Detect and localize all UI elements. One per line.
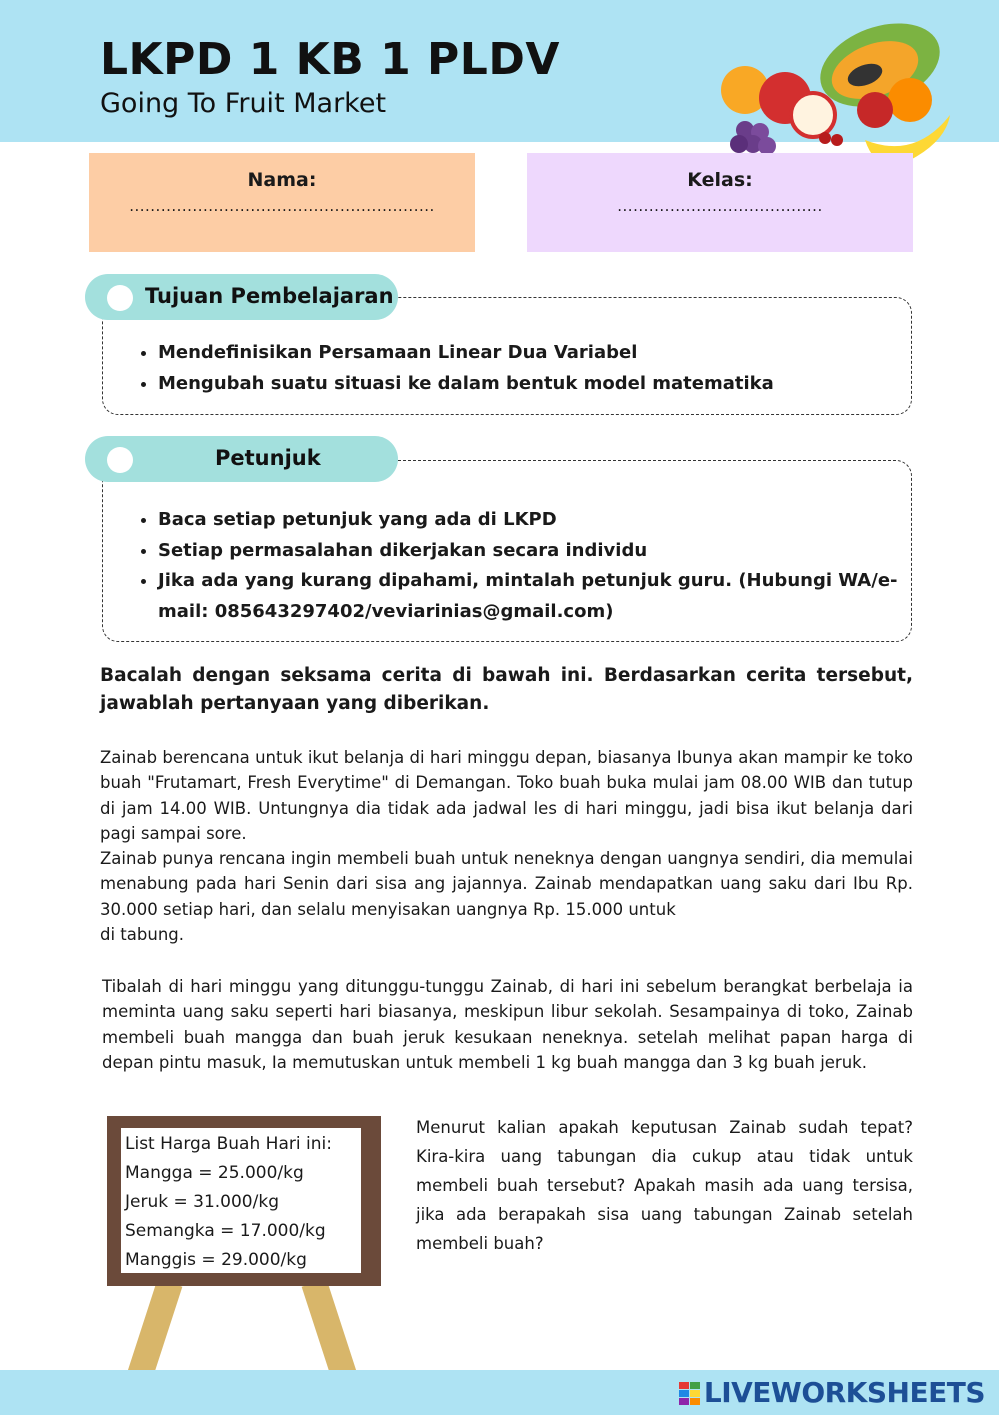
liveworksheets-logo-icon <box>679 1382 701 1406</box>
brand-link[interactable] <box>679 1376 985 1409</box>
tujuan-heading-pill <box>85 274 398 320</box>
price-item: Mangga = 25.000/kg <box>125 1163 304 1183</box>
reading-instruction: Bacalah dengan seksama cerita di bawah ini. Berdasarkan cerita tersebut, jawablah pertanyaan yang diberikan. <box>100 665 913 714</box>
orange-shape-2 <box>888 78 932 122</box>
story-block-2 <box>102 974 913 1075</box>
kelas-box <box>527 153 913 252</box>
petunjuk-panel <box>102 460 912 642</box>
tujuan-heading: Tujuan Pembelajaran <box>145 284 394 308</box>
story-paragraph: di tabung. <box>100 925 184 945</box>
cherry <box>819 132 831 144</box>
list-item: • Mendefinisikan Persamaan Linear Dua Variabel <box>158 338 911 369</box>
brand-text: LIVEWORKSHEETS <box>703 1376 985 1409</box>
petunjuk-heading-pill <box>85 436 398 482</box>
price-item: Manggis = 29.000/kg <box>125 1250 307 1270</box>
nama-label: Nama: <box>247 169 317 191</box>
price-list-title: List Harga Buah Hari ini: <box>125 1134 332 1154</box>
list-item: • Baca setiap petunjuk yang ada di LKPD <box>158 505 911 536</box>
story-paragraph: Zainab berencana untuk ikut belanja di hari minggu depan, biasanya Ibunya akan mampir ke toko buah "Frutamart, Fresh Everytime" di Demangan. Toko buah buka mulai jam 08.00 WIB dan tutup di jam 14.00 WIB. Untungnya dia tidak ada jadwal les di hari minggu, jadi bisa ikut belanja dari pagi sampai sore. <box>100 748 913 843</box>
story-block-1 <box>100 745 913 947</box>
page-title: LKPD 1 KB 1 PLDV <box>100 34 560 85</box>
price-item: Semangka = 17.000/kg <box>125 1221 326 1241</box>
bullet-circle-icon <box>107 447 133 473</box>
story-paragraph: Tibalah di hari minggu yang ditunggu-tunggu Zainab, di hari ini sebelum berangkat berbelaja ia meminta uang saku seperti hari biasanya, meskipun libur sekolah. Sesampainya di toko, Zainab membeli buah mangga dan buah jeruk kesukaan neneknya. setelah melihat papan harga di depan pintu masuk, Ia memutuskan untuk membeli 1 kg buah mangga dan 3 kg buah jeruk. <box>102 977 913 1072</box>
kelas-label: Kelas: <box>687 169 753 191</box>
petunjuk-heading: Petunjuk <box>215 446 321 470</box>
cherry <box>831 134 843 146</box>
list-item: • Jika ada yang kurang dipahami, mintalah petunjuk guru. (Hubungi WA/e-mail: 085643297402/veviarinias@gmail.com) <box>158 566 911 627</box>
list-item: • Mengubah suatu situasi ke dalam bentuk model matematika <box>158 369 911 400</box>
bullet-circle-icon <box>107 285 133 311</box>
price-item: Jeruk = 31.000/kg <box>125 1192 279 1212</box>
nama-field[interactable]: .......................................................... <box>129 197 435 215</box>
grape <box>730 135 748 153</box>
petunjuk-list <box>103 505 911 627</box>
price-board <box>107 1116 381 1286</box>
price-list <box>121 1128 361 1273</box>
nama-box <box>89 153 475 252</box>
list-item: • Setiap permasalahan dikerjakan secara individu <box>158 536 911 567</box>
page-subtitle: Going To Fruit Market <box>100 88 387 119</box>
apple-shape-2 <box>857 92 893 128</box>
story-paragraph: Zainab punya rencana ingin membeli buah untuk neneknya dengan uangnya sendiri, dia memulai menabung pada hari Senin dari sisa ang jajannya. Zainab mendapatkan uang saku dari Ibu Rp. 30.000 setiap hari, dan selalu menyisakan uangnya Rp. 15.000 untuk <box>100 849 913 919</box>
question-text: Menurut kalian apakah keputusan Zainab sudah tepat? Kira-kira uang tabungan dia cukup atau tidak untuk membeli buah tersebut? Apakah masih ada uang tersisa, jika ada berapakah sisa uang tabungan Zainab setelah membeli buah? <box>416 1118 913 1253</box>
apple-half-shape <box>791 93 835 137</box>
footer-band <box>0 1370 999 1415</box>
tujuan-list <box>103 338 911 399</box>
kelas-field[interactable]: ....................................... <box>617 197 823 215</box>
